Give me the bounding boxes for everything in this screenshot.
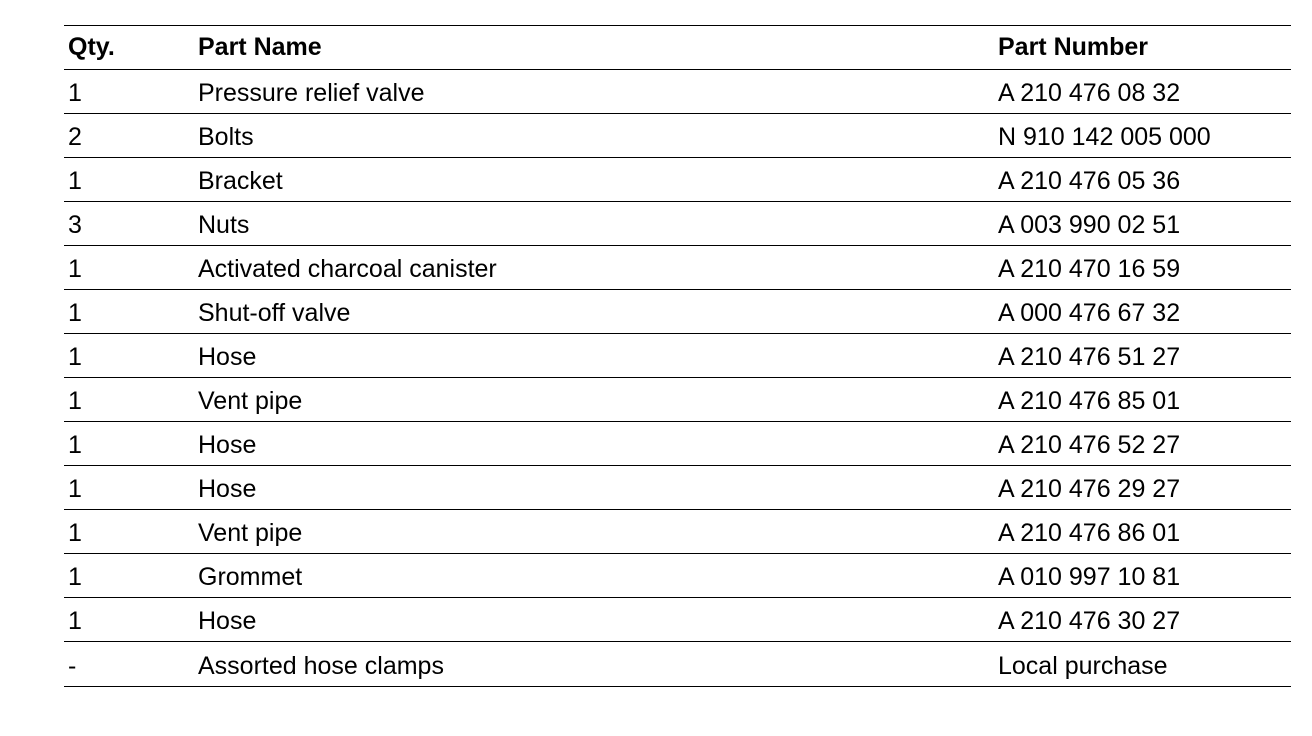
cell-qty: 1 (64, 466, 194, 510)
cell-qty: 1 (64, 378, 194, 422)
header-row (64, 26, 1291, 70)
parts-table (64, 25, 1291, 687)
table-row (64, 422, 1291, 466)
table-header (64, 26, 1291, 70)
cell-part-number: A 210 476 51 27 (994, 334, 1291, 378)
cell-part-name: Bracket (194, 158, 994, 202)
table-row (64, 70, 1291, 114)
cell-part-name: Activated charcoal canister (194, 246, 994, 290)
cell-part-name: Grommet (194, 554, 994, 598)
table-row (64, 246, 1291, 290)
table-row (64, 466, 1291, 510)
cell-qty: 1 (64, 598, 194, 642)
cell-part-number: A 210 470 16 59 (994, 246, 1291, 290)
header-qty: Qty. (64, 26, 194, 70)
cell-part-number: A 210 476 30 27 (994, 598, 1291, 642)
cell-part-number: A 003 990 02 51 (994, 202, 1291, 246)
cell-qty: 1 (64, 290, 194, 334)
table-row (64, 114, 1291, 158)
header-part-name: Part Name (194, 26, 994, 70)
table-row (64, 510, 1291, 554)
cell-part-name: Vent pipe (194, 510, 994, 554)
cell-qty: 1 (64, 70, 194, 114)
cell-part-name: Hose (194, 334, 994, 378)
cell-part-number: Local purchase (994, 642, 1291, 687)
cell-qty: 1 (64, 554, 194, 598)
cell-qty: 1 (64, 246, 194, 290)
cell-qty: - (64, 642, 194, 687)
cell-qty: 1 (64, 334, 194, 378)
cell-part-number: A 210 476 05 36 (994, 158, 1291, 202)
cell-part-name: Hose (194, 466, 994, 510)
cell-qty: 3 (64, 202, 194, 246)
cell-part-name: Nuts (194, 202, 994, 246)
cell-part-name: Shut-off valve (194, 290, 994, 334)
cell-part-name: Vent pipe (194, 378, 994, 422)
cell-qty: 2 (64, 114, 194, 158)
cell-part-name: Pressure relief valve (194, 70, 994, 114)
cell-part-name: Hose (194, 598, 994, 642)
cell-part-name: Bolts (194, 114, 994, 158)
cell-qty: 1 (64, 510, 194, 554)
table-row (64, 290, 1291, 334)
cell-part-number: A 210 476 52 27 (994, 422, 1291, 466)
table-row (64, 598, 1291, 642)
cell-part-name: Hose (194, 422, 994, 466)
table-row (64, 158, 1291, 202)
cell-part-name: Assorted hose clamps (194, 642, 994, 687)
table-row (64, 554, 1291, 598)
table-row (64, 202, 1291, 246)
cell-part-number: A 010 997 10 81 (994, 554, 1291, 598)
cell-part-number: A 210 476 29 27 (994, 466, 1291, 510)
cell-part-number: A 210 476 86 01 (994, 510, 1291, 554)
table-body (64, 70, 1291, 687)
cell-qty: 1 (64, 158, 194, 202)
table-row (64, 334, 1291, 378)
cell-part-number: A 210 476 85 01 (994, 378, 1291, 422)
cell-part-number: N 910 142 005 000 (994, 114, 1291, 158)
cell-qty: 1 (64, 422, 194, 466)
table-row (64, 642, 1291, 687)
header-part-number: Part Number (994, 26, 1291, 70)
cell-part-number: A 000 476 67 32 (994, 290, 1291, 334)
cell-part-number: A 210 476 08 32 (994, 70, 1291, 114)
table-row (64, 378, 1291, 422)
